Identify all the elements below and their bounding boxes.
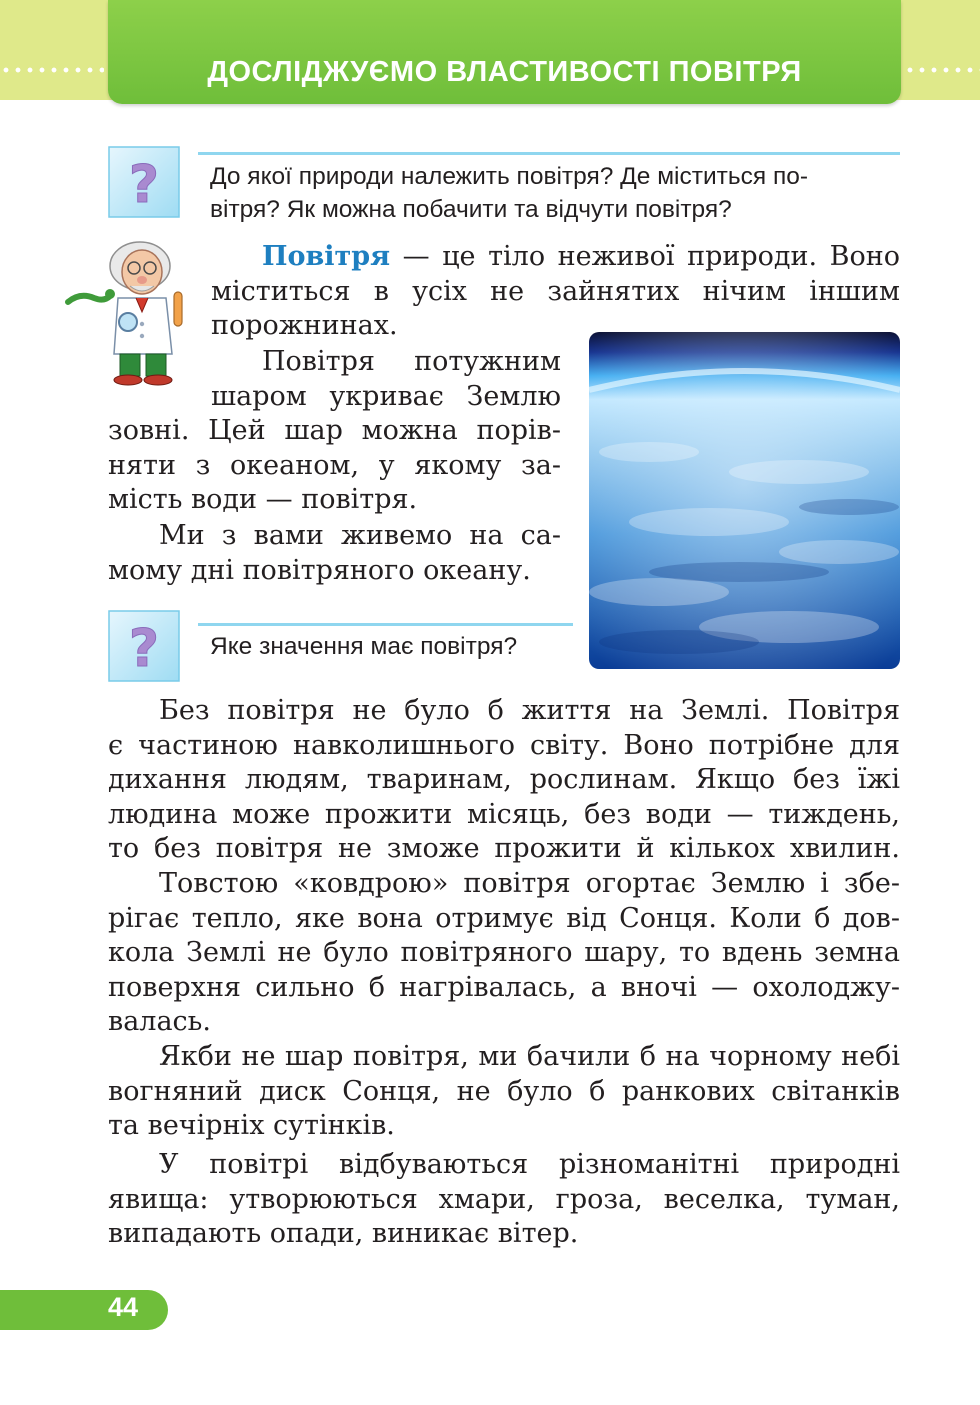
layer-line: мість води — повітря. <box>108 484 418 516</box>
body-paragraph-3 <box>108 1040 900 1144</box>
body-line: вогняний диск Сонця, не було б ранкових світанків <box>108 1075 900 1107</box>
header-dots-left <box>0 67 104 73</box>
question-1-text <box>210 160 900 226</box>
question-divider <box>198 623 573 626</box>
question-mark-icon <box>108 146 180 218</box>
body-line: є частиною навколишнього світу. Воно потрібне для <box>108 729 900 761</box>
ocean-line: Ми з вами живемо на са- <box>159 520 561 551</box>
intro-line-1 <box>211 240 900 275</box>
question-divider <box>198 152 900 155</box>
ocean-paragraph <box>108 519 561 588</box>
body-paragraph-1 <box>108 694 900 867</box>
question-1-line: До якої природи належить повітря? Де міститься по- <box>210 163 809 190</box>
body-line: валась. <box>108 1006 211 1038</box>
intro-paragraph <box>211 240 900 344</box>
page-number: 44 <box>108 1292 139 1322</box>
body-paragraph-2 <box>108 867 900 1040</box>
svg-text:?: ? <box>128 619 160 679</box>
body-line: то без повітря не зможе прожити й кількох хвилин. <box>108 833 900 865</box>
body-line: рігає тепло, яке вона отримує від Сонця. Коли б дов- <box>108 902 900 934</box>
body-line: поверхня сильно б нагрівалась, а вночі — охолоджу- <box>108 971 900 1003</box>
question-2-text: Яке значення має повітря? <box>210 633 518 660</box>
layer-line: Повітря потужним <box>262 346 561 377</box>
intro-line-3: порожнинах. <box>211 310 398 342</box>
body-line: людина може прожити місяць, без води — тиждень, <box>108 798 900 830</box>
body-line: та вечірніх сутінків. <box>108 1110 395 1142</box>
ocean-line: мому дні повітряного океану. <box>108 554 531 586</box>
question-mark-icon <box>108 610 180 682</box>
layer-line: шаром укриває Землю <box>211 380 561 412</box>
header-dots-right <box>904 67 980 73</box>
term-povitria: Повітря <box>262 241 391 272</box>
body-line: Без повітря не було б життя на Землі. Повітря <box>159 695 900 726</box>
body-line: дихання людям, тваринам, рослинам. Якщо без їжі <box>108 764 900 796</box>
intro-line-2: міститься в усіх не зайнятих нічим іншим <box>211 275 900 307</box>
body-line: У повітрі відбуваються різноманітні природні <box>159 1149 900 1180</box>
layer-paragraph <box>108 345 561 518</box>
atmosphere-photo <box>589 332 900 669</box>
body-paragraph-4 <box>108 1148 900 1252</box>
layer-line: няти з океаном, у якому за- <box>108 449 561 481</box>
body-line: Якби не шар повітря, ми бачили б на чорному небі <box>159 1041 900 1072</box>
intro-line-1-rest: — це тіло неживої природи. Воно <box>390 241 900 272</box>
body-line: кола Землі не було повітряного шару, то вдень земна <box>108 937 900 969</box>
body-line: випадають опади, виникає вітер. <box>108 1218 579 1250</box>
body-line: явища: утворюються хмари, гроза, веселка, туман, <box>108 1183 900 1215</box>
svg-text:?: ? <box>128 155 160 215</box>
title-bar <box>108 0 901 104</box>
page-title: ДОСЛІДЖУЄМО ВЛАСТИВОСТІ ПОВІТРЯ <box>207 56 802 88</box>
page-number-tab <box>0 1290 168 1330</box>
body-line: Товстою «ковдрою» повітря огортає Землю і збе- <box>159 868 900 899</box>
question-1-line: вітря? Як можна побачити та відчути повітря? <box>210 196 732 223</box>
layer-line: зовні. Цей шар можна порів- <box>108 415 561 447</box>
